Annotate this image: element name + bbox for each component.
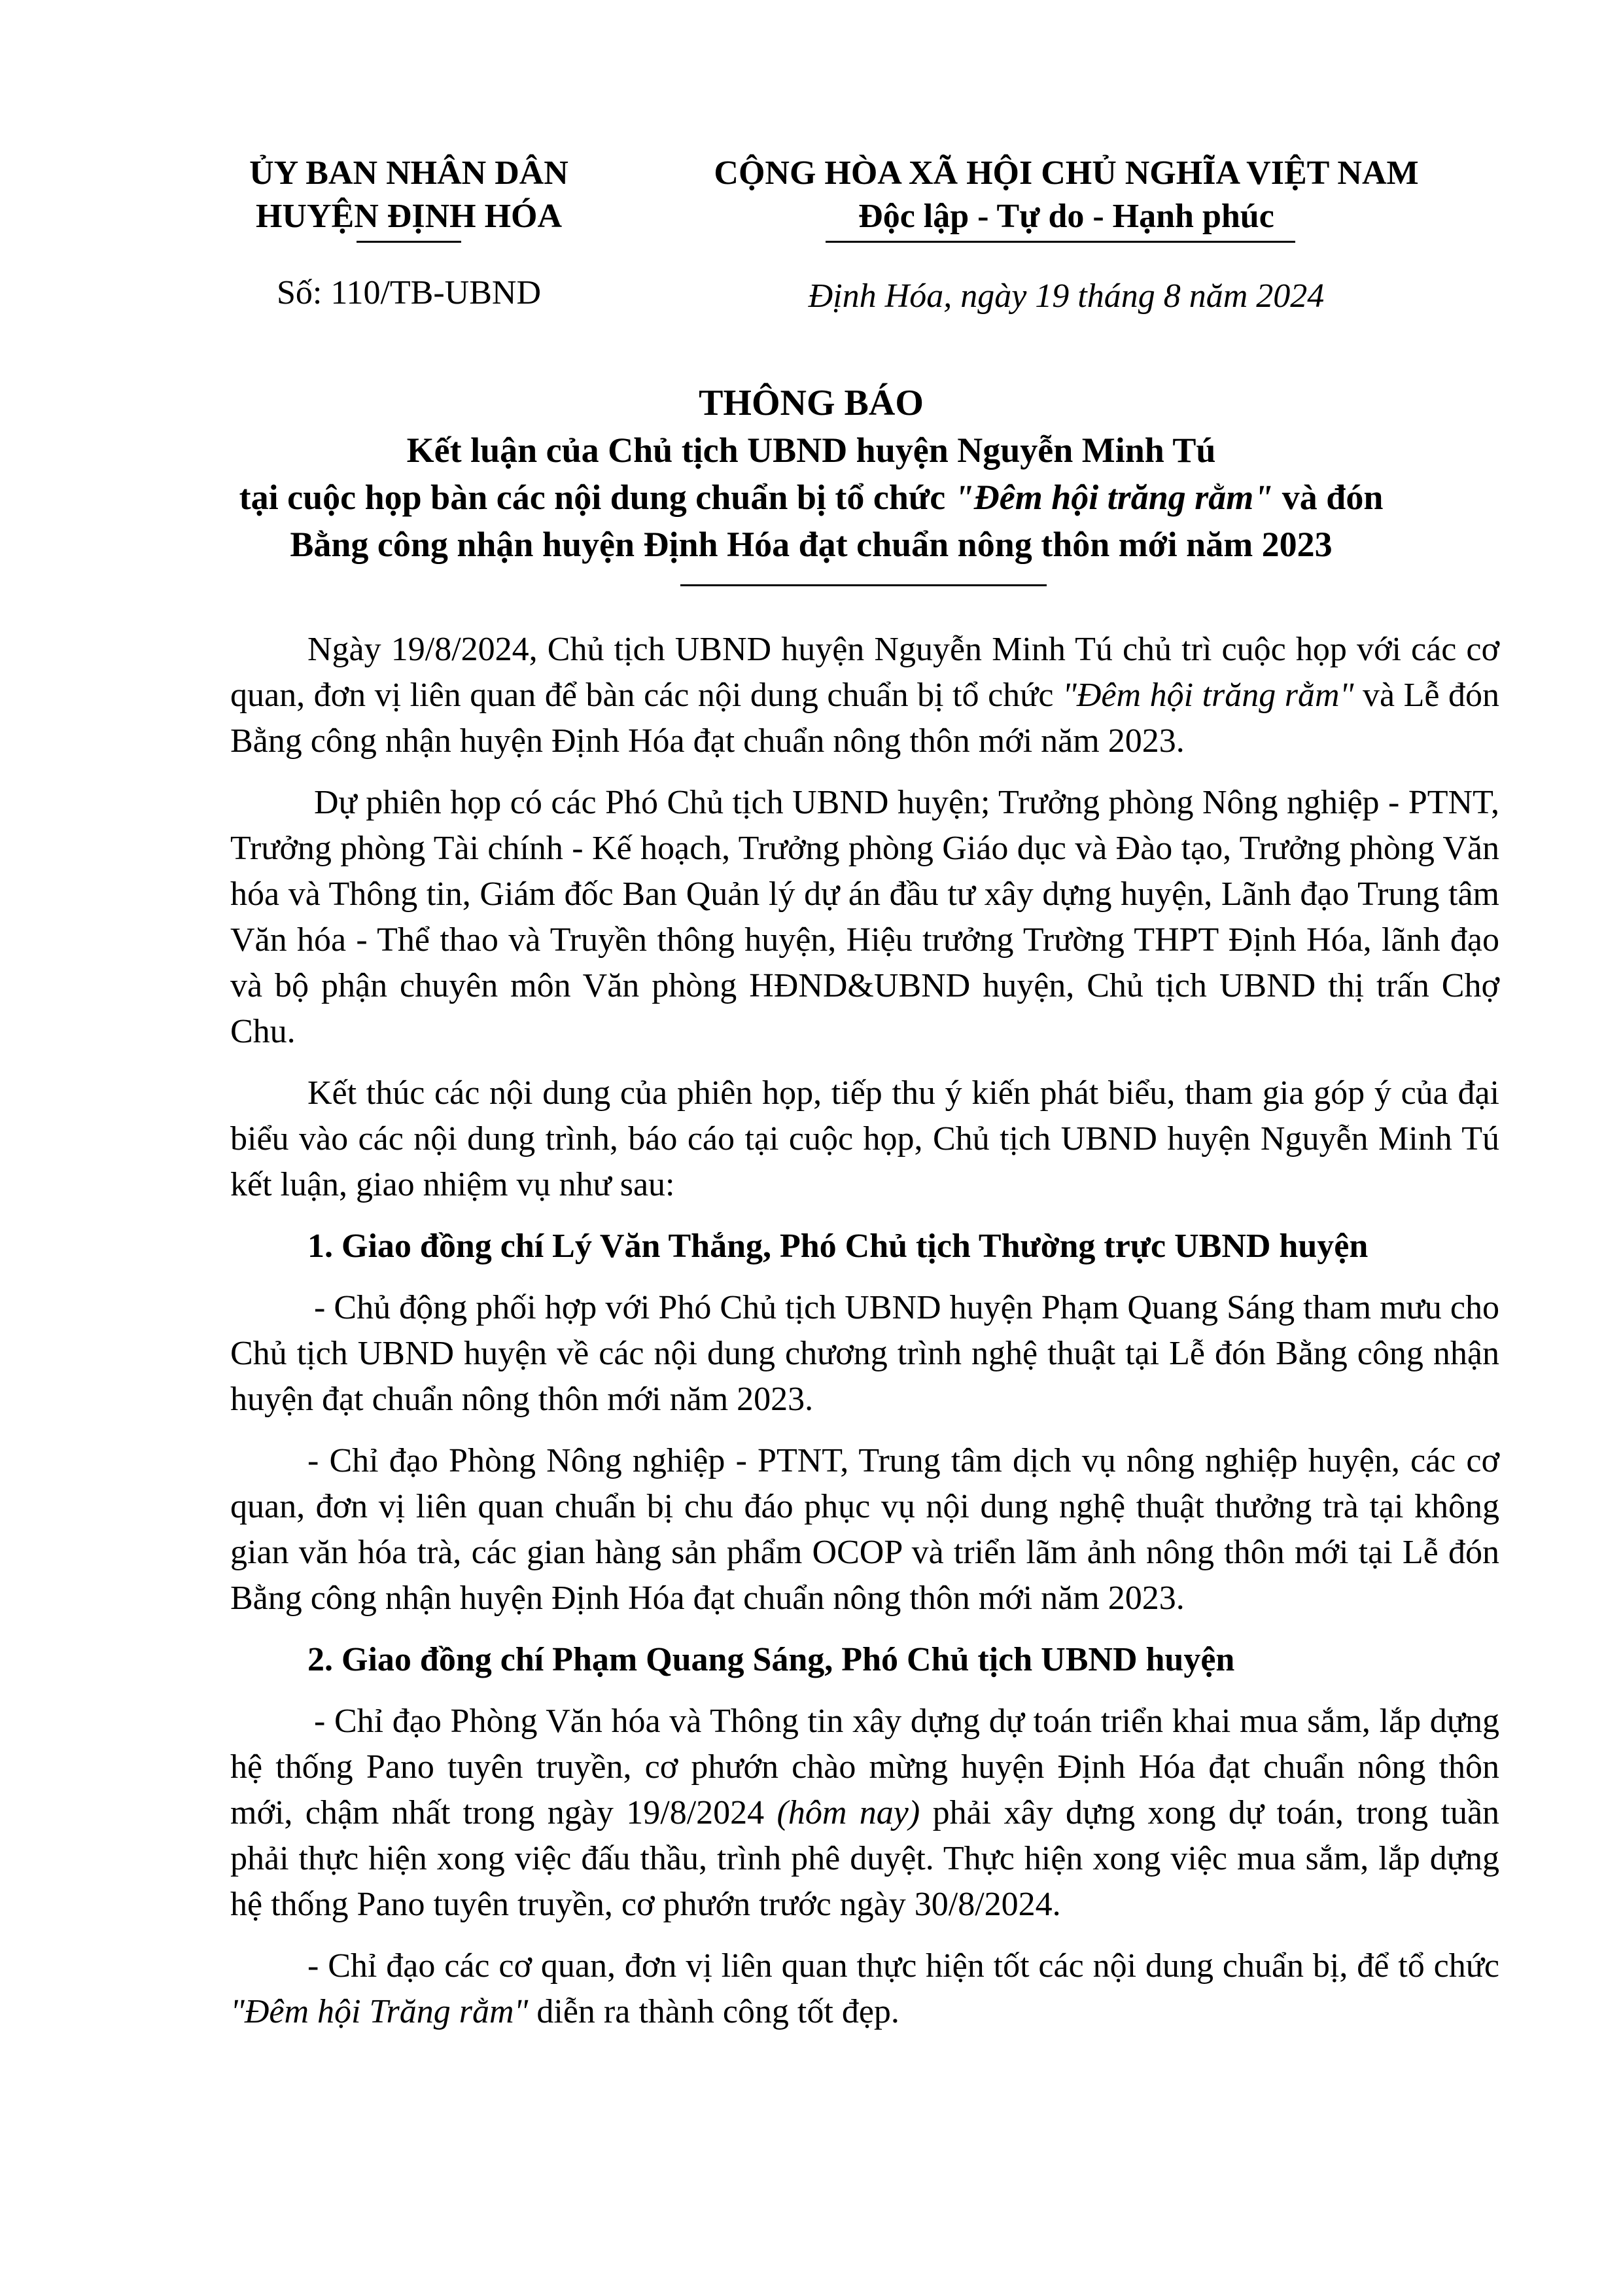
document-number: Số: 110/TB-UBND [277, 274, 541, 311]
motto-underline [826, 241, 1295, 243]
paragraph-attendees: Dự phiên họp có các Phó Chủ tịch UBND huyện; Trưởng phòng Nông nghiệp - PTNT, Trưởng phòng Tài chính - Kế hoạch, Trưởng phòng Giáo dục và Đào tạo, Trưởng phòng Văn hóa và Thông tin, Giám đốc Ban Quản lý dự án đầu tư xây dựng huyện, Lãnh đạo Trung tâm Văn hóa - Thể thao và Truyền thông huyện, Hiệu trưởng Trường THPT Định Hóa, lãnh đạo và bộ phận chuyên môn Văn phòng HĐND&UBND huyện, Chủ tịch UBND thị trấn Chợ Chu. [230, 784, 1499, 1050]
task-2-1-text: - Chỉ đạo Phòng Văn hóa và Thông tin xây dựng dự toán triển khai mua sắm, lắp dựng hệ thống Pano tuyên truyền, cơ phướn chào mừng huyện Định Hóa đạt chuẩn nông thôn mới, chậm nhất trong ngày 19/8/2024 [230, 1703, 1499, 1831]
nation-motto: Độc lập - Tự do - Hạnh phúc [858, 198, 1274, 235]
task-2-2-text: - Chỉ đạo các cơ quan, đơn vị liên quan thực hiện tốt các nội dung chuẩn bị, để tổ chức [307, 1947, 1499, 1985]
document-title [98, 380, 1524, 568]
title-line-3: Bằng công nhận huyện Định Hóa đạt chuẩn nông thôn mới năm 2023 [290, 525, 1333, 564]
authority-line-1: ỦY BAN NHÂN DÂN [249, 154, 568, 192]
title-main: THÔNG BÁO [699, 383, 924, 423]
event-name-inline: "Đêm hội trăng rằm" [1062, 677, 1354, 714]
paragraph-intro-end: và Lễ đón Bằng công nhận huyện Định Hóa đạt chuẩn nông thôn mới năm 2023. [230, 677, 1499, 760]
task-2-2-end: diễn ra thành công tốt đẹp. [528, 1993, 899, 2030]
nation-title: CỘNG HÒA XÃ HỘI CHỦ NGHĨA VIỆT NAM [714, 154, 1419, 192]
task-1-2: - Chỉ đạo Phòng Nông nghiệp - PTNT, Trung tâm dịch vụ nông nghiệp huyện, các cơ quan, đơn vị liên quan chuẩn bị chu đáo phục vụ nội dung nghệ thuật thưởng trà tại không gian văn hóa trà, các gian hàng sản phẩm OCOP và triển lãm ảnh nông thôn mới tại Lễ đón Bằng công nhận huyện Định Hóa đạt chuẩn nông thôn mới năm 2023. [230, 1442, 1499, 1617]
title-line-2-end: và đón [1273, 478, 1384, 517]
event-name: "Đêm hội trăng rằm" [954, 478, 1274, 517]
place-date: Định Hóa, ngày 19 tháng 8 năm 2024 [808, 277, 1325, 315]
paragraph-intro-text: Ngày 19/8/2024, Chủ tịch UBND huyện Nguyễn Minh Tú chủ trì cuộc họp với các cơ quan, đơn vị liên quan để bàn các nội dung chuẩn bị tổ chức [230, 631, 1499, 714]
task-2-1 [230, 1699, 1499, 1928]
document-body [230, 627, 1499, 2051]
authority-underline [357, 241, 461, 243]
issuing-authority [164, 152, 654, 238]
task-2-2 [230, 1943, 1499, 2035]
title-underline [680, 584, 1047, 586]
authority-line-2: HUYỆN ĐỊNH HÓA [255, 198, 563, 235]
today-note: (hôm nay) [777, 1794, 920, 1831]
title-line-1: Kết luận của Chủ tịch UBND huyện Nguyễn Minh Tú [406, 431, 1216, 470]
section-heading-2: 2. Giao đồng chí Phạm Quang Sáng, Phó Chủ tịch UBND huyện [307, 1641, 1235, 1678]
event-name-inline-2: "Đêm hội Trăng rằm" [230, 1993, 529, 2030]
paragraph-conclusion: Kết thúc các nội dung của phiên họp, tiếp thu ý kiến phát biểu, tham gia góp ý của đại biểu vào các nội dung trình, báo cáo tại cuộc họp, Chủ tịch UBND huyện Nguyễn Minh Tú kết luận, giao nhiệm vụ như sau: [230, 1074, 1499, 1203]
national-motto [608, 152, 1524, 238]
task-1-1: - Chủ động phối hợp với Phó Chủ tịch UBND huyện Phạm Quang Sáng tham mưu cho Chủ tịch UBND huyện về các nội dung chương trình nghệ thuật tại Lễ đón Bằng công nhận huyện đạt chuẩn nông thôn mới năm 2023. [230, 1289, 1499, 1418]
title-line-2-text: tại cuộc họp bàn các nội dung chuẩn bị tổ chức [239, 478, 954, 517]
title-line-2 [98, 474, 1524, 521]
paragraph-intro [230, 627, 1499, 764]
task-2-1-end: phải xây dựng xong dự toán, trong tuần phải thực hiện xong việc đấu thầu, trình phê duyệt. Thực hiện xong việc mua sắm, lắp dựng hệ thống Pano tuyên truyền, cơ phướn trước ngày 30/8/2024. [230, 1794, 1500, 1923]
section-heading-1: 1. Giao đồng chí Lý Văn Thắng, Phó Chủ tịch Thường trực UBND huyện [307, 1227, 1369, 1265]
